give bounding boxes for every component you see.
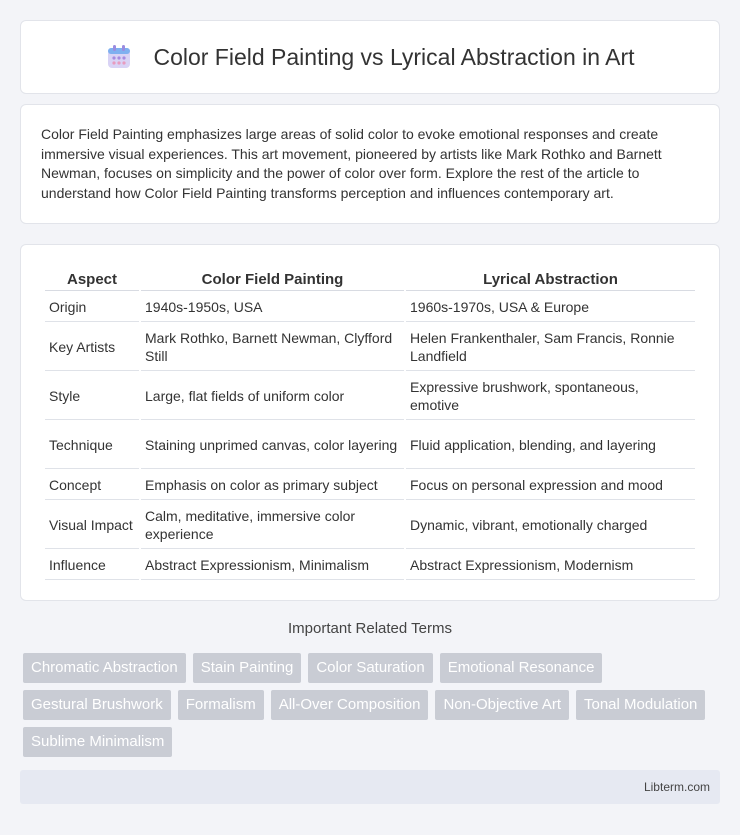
- row-color-field: Large, flat fields of uniform color: [141, 373, 404, 420]
- related-terms-title: Important Related Terms: [288, 620, 452, 637]
- related-term-tag[interactable]: Color Saturation: [308, 653, 432, 683]
- row-aspect: Origin: [45, 293, 139, 322]
- table-row: [45, 502, 695, 549]
- row-aspect: Technique: [45, 422, 139, 469]
- row-aspect: Concept: [45, 471, 139, 500]
- table-row: [45, 422, 695, 469]
- related-term-tag[interactable]: Sublime Minimalism: [23, 727, 172, 757]
- page-title: Color Field Painting vs Lyrical Abstraction in Art: [153, 43, 635, 70]
- row-aspect: Style: [45, 373, 139, 420]
- intro-card: [20, 104, 720, 224]
- related-term-tag[interactable]: Chromatic Abstraction: [23, 653, 186, 683]
- header-lyrical-abstraction: Lyrical Abstraction: [406, 267, 695, 291]
- row-lyrical: Expressive brushwork, spontaneous, emotive: [406, 373, 695, 420]
- related-term-tag[interactable]: Gestural Brushwork: [23, 690, 171, 720]
- row-lyrical: Fluid application, blending, and layering: [406, 422, 695, 469]
- related-term-tag[interactable]: All-Over Composition: [271, 690, 429, 720]
- row-lyrical: Focus on personal expression and mood: [406, 471, 695, 500]
- table-row: [45, 551, 695, 580]
- intro-text: Color Field Painting emphasizes large areas of solid color to evoke emotional responses and create immersive visual experiences. This art movement, pioneered by artists like Mark Rothko and Barnett Newman, focuses on simplicity and the power of color over form. Explore the rest of the article to understand how Color Field Painting transforms perception and influences contemporary art.: [41, 126, 662, 201]
- comparison-card: [20, 244, 720, 601]
- row-lyrical: 1960s-1970s, USA & Europe: [406, 293, 695, 322]
- row-color-field: Calm, meditative, immersive color experience: [141, 502, 404, 549]
- footer: [20, 770, 720, 804]
- row-lyrical: Abstract Expressionism, Modernism: [406, 551, 695, 580]
- calendar-grid-icon: [105, 43, 133, 71]
- table-row: [45, 471, 695, 500]
- table-row: [45, 373, 695, 420]
- row-lyrical: Helen Frankenthaler, Sam Francis, Ronnie Landfield: [406, 324, 695, 371]
- related-term-tag[interactable]: Formalism: [178, 690, 264, 720]
- row-color-field: Staining unprimed canvas, color layering: [141, 422, 404, 469]
- table-header-row: [45, 267, 695, 291]
- row-color-field: Emphasis on color as primary subject: [141, 471, 404, 500]
- header-aspect: Aspect: [45, 267, 139, 291]
- related-terms-list: [23, 653, 723, 764]
- row-aspect: Visual Impact: [45, 502, 139, 549]
- table-row: [45, 324, 695, 371]
- row-color-field: Mark Rothko, Barnett Newman, Clyfford Still: [141, 324, 404, 371]
- comparison-table: [43, 265, 697, 582]
- header-color-field: Color Field Painting: [141, 267, 404, 291]
- row-aspect: Influence: [45, 551, 139, 580]
- related-term-tag[interactable]: Non-Objective Art: [435, 690, 569, 720]
- row-lyrical: Dynamic, vibrant, emotionally charged: [406, 502, 695, 549]
- footer-site-link[interactable]: Libterm.com: [643, 780, 710, 794]
- row-color-field: Abstract Expressionism, Minimalism: [141, 551, 404, 580]
- row-color-field: 1940s-1950s, USA: [141, 293, 404, 322]
- table-row: [45, 293, 695, 322]
- related-term-tag[interactable]: Emotional Resonance: [440, 653, 603, 683]
- page-header: [20, 20, 720, 94]
- row-aspect: Key Artists: [45, 324, 139, 371]
- related-term-tag[interactable]: Tonal Modulation: [576, 690, 705, 720]
- related-term-tag[interactable]: Stain Painting: [193, 653, 302, 683]
